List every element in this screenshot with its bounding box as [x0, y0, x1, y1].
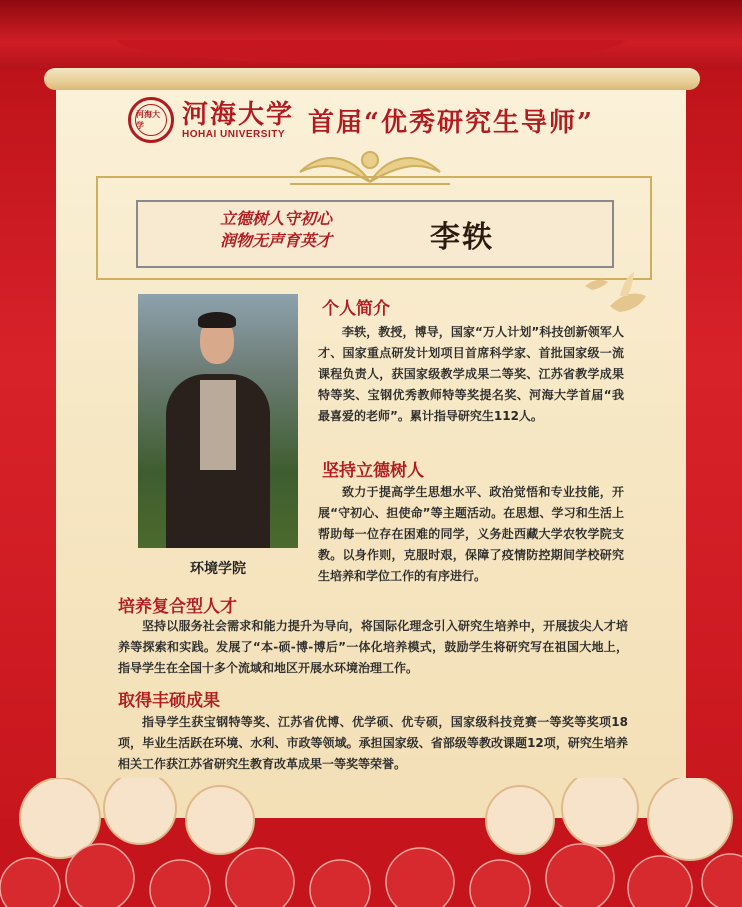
dove-icon: [580, 266, 650, 326]
photo-person-hair: [198, 312, 236, 328]
slogan-line-2: 润物无声育英才: [220, 231, 333, 250]
section-text-intro: 李轶，教授，博导，国家“万人计划”科技创新领军人才、国家重点研发计划项目首席科学家、首批国家级一流课程负责人，获国家级教学成果二等奖、江苏省教学成果特等奖、宝钢优秀教师特等奖提名奖、河海大学首届“我最喜爱的老师”。累计指导研究生112人。: [318, 325, 624, 423]
mentor-photo: [138, 294, 298, 548]
section-title-morality: 坚持立德树人: [322, 461, 424, 481]
section-title-achievements: 取得丰硕成果: [118, 691, 220, 711]
section-title-talent: 培养复合型人才: [118, 597, 237, 617]
page-header: [128, 96, 594, 144]
section-text-talent: 坚持以服务社会需求和能力提升为导向，将国际化理念引入研究生培养中，开展拔尖人才培养等探索和实践。发展了“本-硕-博-博后”一体化培养模式，鼓励学生将研究写在祖国大地上，指导学生在全国十多个流域和地区开展水环境治理工作。: [118, 619, 628, 675]
university-logo-text: [182, 101, 294, 140]
mentor-name: 李轶: [430, 220, 494, 255]
slogan-line-1: 立德树人守初心: [220, 209, 333, 228]
university-name-en: HOHAI UNIVERSITY: [182, 128, 286, 140]
photo-caption: 环境学院: [190, 561, 246, 577]
university-seal-icon: [128, 97, 174, 143]
banner-inner-frame: [136, 200, 614, 268]
section-title-intro: 个人简介: [322, 299, 390, 319]
university-name-cn: 河海大学: [182, 99, 295, 130]
seal-text: 河海大学: [135, 104, 167, 136]
photo-person-shirt: [200, 380, 236, 470]
section-text-morality: 致力于提高学生思想水平、政治觉悟和专业技能，开展“守初心、担使命”等主题活动。在思想、学习和生活上帮助每一位存在困难的同学，义务赴西藏大学农牧学院支教。以身作则，克服时艰，保障了疫情防控期间学校研究生培养和学位工作的有序进行。: [318, 485, 624, 583]
banner-slogans: [220, 208, 332, 252]
award-title: 首届“优秀研究生导师”: [308, 107, 594, 138]
scroll-roll: [44, 68, 700, 90]
section-text-achievements: 指导学生获宝钢特等奖、江苏省优博、优学硕、优专硕，国家级科技竞赛一等奖等奖项18项，毕业生活跃在环境、水利、市政等领域。承担国家级、省部级等教改课题12项，研究生培养相关工作获江苏省研究生教育改革成果一等奖等荣誉。: [118, 715, 628, 771]
auspicious-clouds-icon: [0, 778, 742, 907]
